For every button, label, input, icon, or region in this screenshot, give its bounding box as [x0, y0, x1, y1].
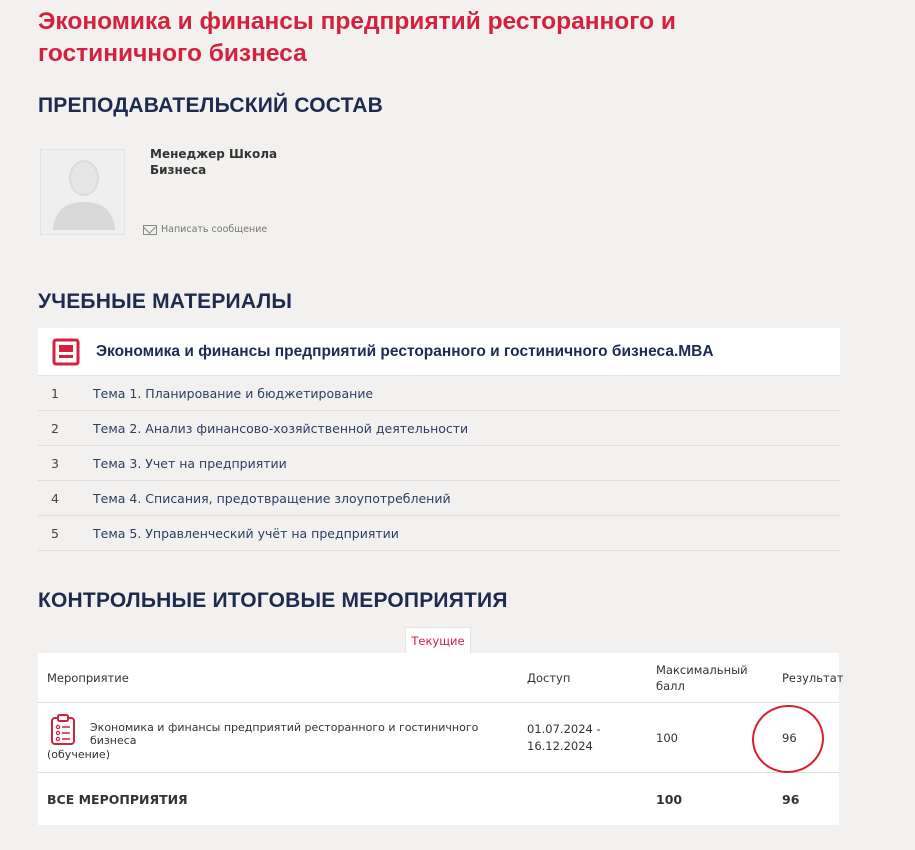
topic-link[interactable]: Тема 5. Управленческий учёт на предприятии: [93, 525, 399, 541]
course-title: Экономика и финансы предприятий ресторанного и гостиничного бизнеса: [38, 8, 676, 67]
total-label: ВСЕ МЕРОПРИЯТИЯ: [47, 792, 188, 807]
event-access-dates: 01.07.2024 - 16.12.2024: [527, 722, 601, 753]
topic-row[interactable]: [38, 446, 840, 481]
events-table: [38, 653, 844, 825]
column-max-score: Максимальный балл: [656, 663, 748, 693]
topic-link[interactable]: Тема 4. Списания, предотвращение злоупотреблений: [93, 490, 451, 506]
events-heading: КОНТРОЛЬНЫЕ ИТОГОВЫЕ МЕРОПРИЯТИЯ: [38, 589, 508, 612]
topic-link[interactable]: Тема 3. Учет на предприятии: [93, 455, 287, 471]
topic-number: 3: [51, 455, 59, 471]
event-type: (обучение): [47, 748, 110, 761]
topic-row[interactable]: [38, 411, 840, 446]
materials-heading: УЧЕБНЫЕ МАТЕРИАЛЫ: [38, 290, 293, 313]
material-course-header[interactable]: [38, 328, 840, 376]
topic-number: 2: [51, 420, 59, 436]
tab-current[interactable]: Текущие: [405, 627, 471, 653]
events-table-header: [38, 653, 844, 703]
write-message-label: Написать сообщение: [161, 224, 268, 235]
topic-link[interactable]: Тема 1. Планирование и бюджетирование: [93, 385, 374, 401]
material-course-title: Экономика и финансы предприятий ресторанного и гостиничного бизнеса.MBA: [96, 342, 714, 360]
column-event: Мероприятие: [47, 671, 129, 685]
total-max-score: 100: [656, 792, 683, 807]
event-title-link[interactable]: Экономика и финансы предприятий ресторанного и гостиничного бизнеса: [90, 721, 479, 747]
event-result: 96: [782, 731, 797, 745]
teachers-heading: ПРЕПОДАВАТЕЛЬСКИЙ СОСТАВ: [38, 94, 384, 117]
materials-block: [38, 328, 840, 551]
column-result: Результат: [782, 671, 844, 685]
table-row[interactable]: [38, 703, 839, 773]
topic-number: 5: [51, 525, 59, 541]
topic-row[interactable]: [38, 376, 840, 411]
envelope-icon: [143, 225, 157, 235]
column-access: Доступ: [527, 671, 571, 685]
topic-link[interactable]: Тема 2. Анализ финансово-хозяйственной деятельности: [93, 420, 469, 436]
book-icon: [52, 338, 80, 366]
topic-row[interactable]: [38, 481, 840, 516]
topic-number: 4: [51, 490, 59, 506]
event-max-score: 100: [656, 731, 678, 745]
write-message-link[interactable]: [143, 224, 267, 235]
topic-row[interactable]: [38, 516, 840, 551]
clipboard-list-icon: [50, 714, 76, 749]
topic-number: 1: [51, 385, 59, 401]
user-avatar-icon[interactable]: [40, 149, 125, 235]
total-row: [38, 773, 839, 825]
teacher-name: Менеджер Школа Бизнеса: [150, 147, 278, 177]
total-result: 96: [782, 792, 800, 807]
